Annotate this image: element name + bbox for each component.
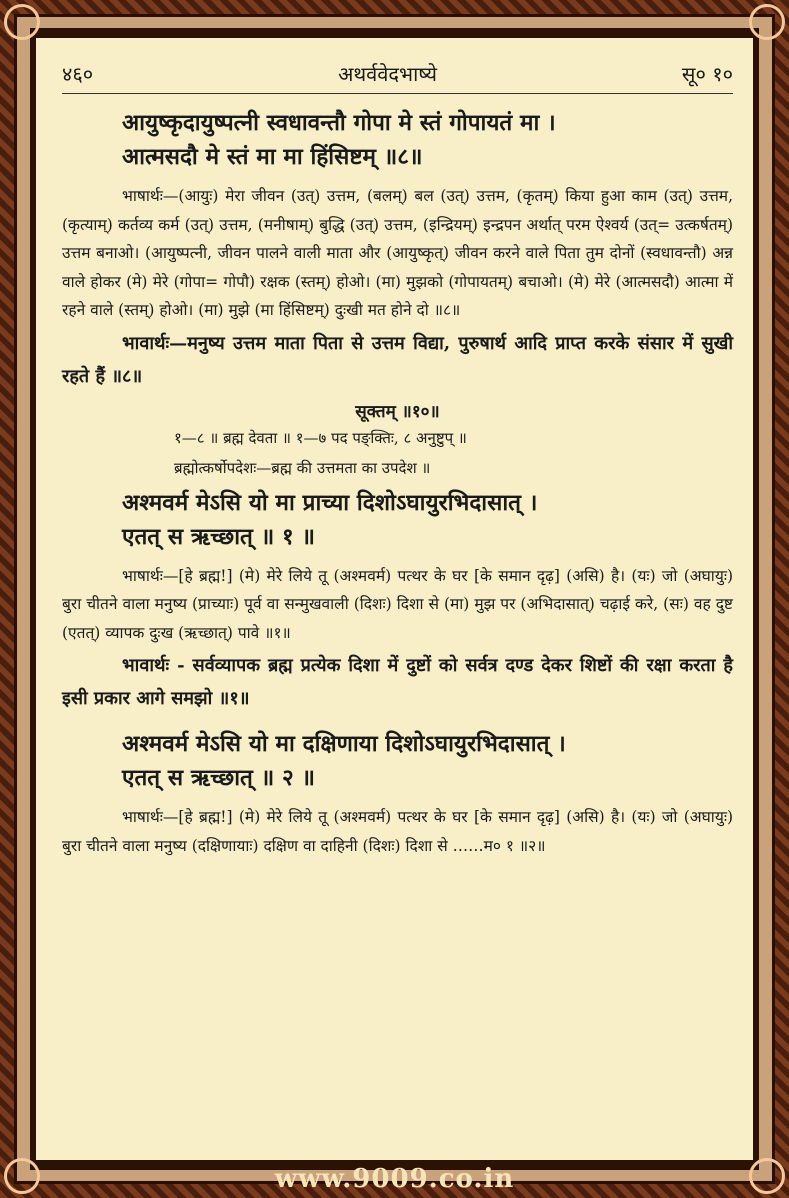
upadesha-line: ब्रह्मोत्कर्षोपदेशः—ब्रह्म की उत्तमता का उपदेश ॥: [174, 458, 431, 477]
mantra-line: अश्मवर्म मेऽसि यो मा प्राच्या दिशोऽघायुरभिदासात् ।: [122, 489, 538, 516]
book-title: अथर्ववेदभाष्ये: [338, 62, 437, 86]
mantra-line: एतत् स ऋच्छात् ॥ १ ॥: [122, 523, 316, 550]
bhasharth-1: भाषार्थः—[हे ब्रह्म!] (मे) मेरे लिये तू (अश्मवर्म) पत्थर के घर [के समान दृढ़] (असि) है। (यः) जो (अघायुः) बुरा चीतने वाला मनुष्य (प्राच्याः) पूर्व वा सन्मुखवाली (दिशः) दिशा से (मा) मुझ पर (अभिदासात्) चढ़ाई करे, (सः) वह दुष्ट (एतत्) व्यापक दुःख (ऋच्छात्) पावे ॥१॥: [62, 566, 733, 642]
sukta-reference: सू० १०: [681, 62, 733, 86]
mantra-8: [122, 106, 733, 174]
devata-line: १—८ ॥ ब्रह्म देवता ॥ १—७ पद पङ्क्तिः, ८ अनुष्टुप् ॥: [174, 428, 467, 447]
corner-ornament-icon: [4, 4, 40, 40]
book-page: [36, 38, 753, 1160]
bhasharth-8: भाषार्थः—(आयुः) मेरा जीवन (उत्) उत्तम, (बलम्) बल (उत्) उत्तम, (कृतम्) किया हुआ काम (उत्) उत्तम, (कृत्याम्) कर्तव्य कर्म (उत्) उत्तम, (मनीषाम्) बुद्धि (उत्) उत्तम, (इन्द्रियम्) इन्द्रपन अर्थात् परम ऐश्वर्य (उत्= उत्कर्षतम्) उत्तम बनाओ। (आयुष्पत्नी, जीवन पालने वाली माता और (आयुष्कृत्) जीवन करने वाले पिता तुम दोनों (स्वधावन्तौ) अन्न वाले होकर (मे) मेरे (गोपा= गोपौ) रक्षक (स्तम्) होओ। (मा) मुझको (गोपायतम्) बचाओ। (मे) मेरे (आत्मसदौ) आत्मा में रहने वाले (स्तम्) होओ। (मा) मुझे (मा हिंसिष्टम्) दुःखी मत होने दो ॥८॥: [62, 187, 733, 319]
page-number: ४६०: [62, 62, 94, 86]
bhasharth-2: भाषार्थः—[हे ब्रह्म!] (मे) मेरे लिये तू (अश्मवर्म) पत्थर के घर [के समान दृढ़] (असि) है। (यः) जो (अघायुः) बुरा चीतने वाला मनुष्य (दक्षिणायाः) दक्षिण वा दाहिनी (दिशः) दिशा से ……म० १ ॥२॥: [62, 808, 733, 855]
mantra-2: [122, 727, 733, 795]
mantra-line: एतत् स ऋच्छात् ॥ २ ॥: [122, 765, 316, 791]
page-header: [62, 60, 733, 94]
mantra-line: अश्मवर्म मेऽसि यो मा दक्षिणाया दिशोऽघायुरभिदासात् ।: [122, 731, 566, 757]
mantra-line: आत्मसदौ मे स्तं मा मा हिंसिष्टम् ॥८॥: [122, 144, 423, 170]
bhavarth-1: भावार्थः - सर्वव्यापक ब्रह्म प्रत्येक दिशा में दुष्टों को सर्वत्र दण्ड देकर शिष्टों की रक्षा करता है इसी प्रकार आगे समझो ॥१॥: [62, 655, 733, 709]
footer: [0, 1160, 789, 1198]
sukta-heading: सूक्तम् ॥१०॥: [355, 401, 440, 422]
bhavarth-8: भावार्थः—मनुष्य उत्तम माता पिता से उत्तम विद्या, पुरुषार्थ आदि प्राप्त करके संसार में सुखी रहते हैं ॥८॥: [62, 332, 733, 387]
corner-ornament-icon: [749, 4, 785, 40]
website-link[interactable]: www.9009.co.in: [274, 1164, 515, 1194]
mantra-1: [122, 486, 733, 554]
mantra-line: आयुष्कृदायुष्पत्नी स्वधावन्तौ गोपा मे स्तं गोपायतं मा ।: [122, 110, 556, 136]
